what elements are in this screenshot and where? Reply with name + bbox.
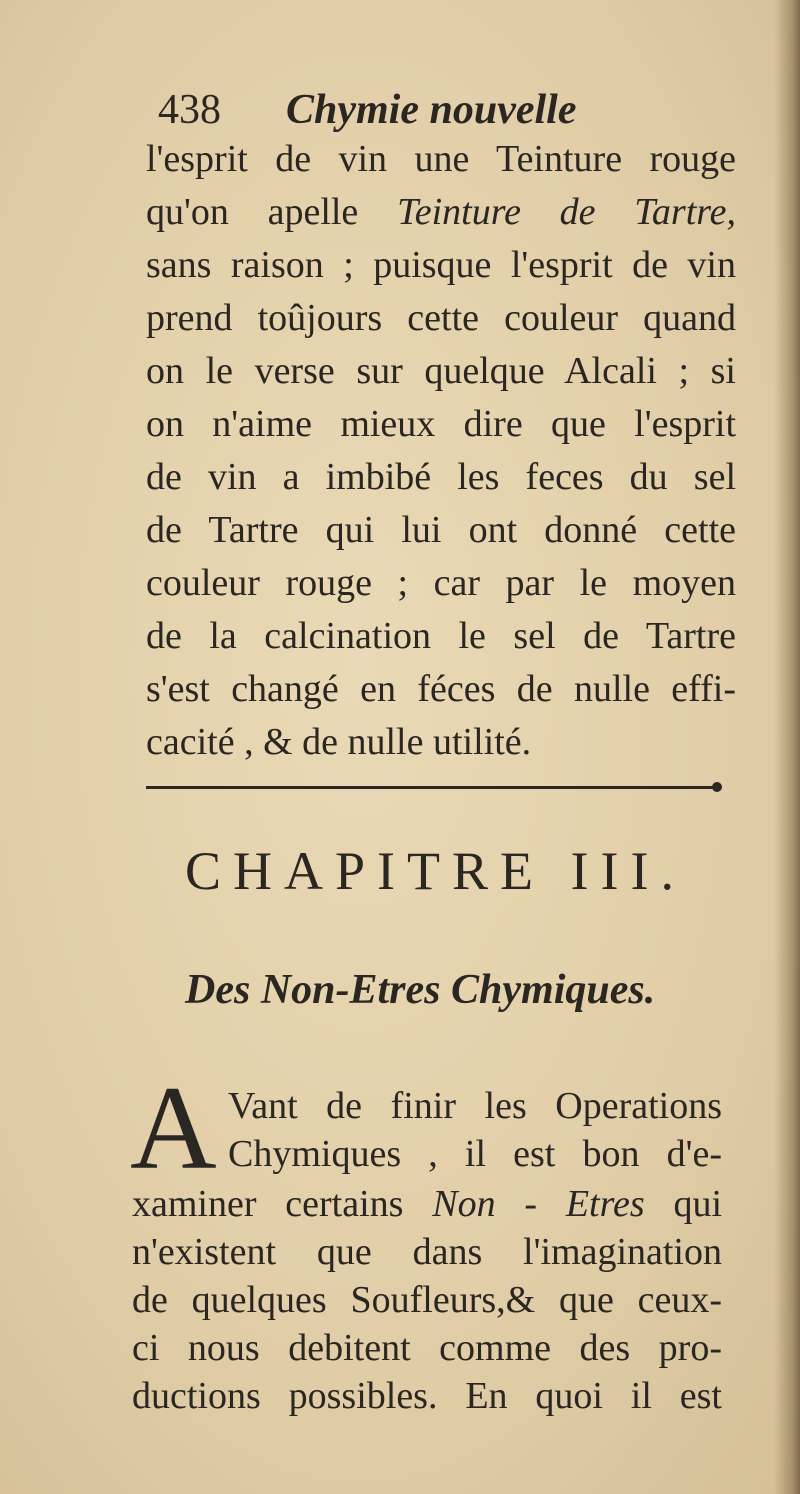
page-number: 438 [158, 87, 221, 133]
paragraph-continuation [146, 133, 736, 769]
text-line: s'est changé en féces de nulle effi- [146, 668, 736, 710]
text-line: ductions possibles. En quoi il est [132, 1375, 722, 1417]
spine-shadow [774, 0, 800, 1494]
text-fragment: qu'on apelle [146, 191, 359, 233]
chapter-title: CHAPITRE III. [185, 841, 686, 901]
text-line: de la calcination le sel de Tartre [146, 615, 736, 657]
text-line: cacité , & de nulle utilité. [146, 721, 532, 763]
text-line: de Tartre qui lui ont donné cette [146, 509, 736, 551]
italic-term: Teinture de Tartre, [397, 191, 737, 233]
text-line [132, 1178, 722, 1231]
italic-term: Non - Etres [432, 1183, 645, 1225]
drop-cap: A [130, 1080, 217, 1176]
text-line: n'existent que dans l'imagination [132, 1231, 722, 1273]
text-line: Chymiques , il est bon d'e- [228, 1133, 722, 1175]
text-fragment: xaminer certains [132, 1183, 404, 1225]
text-line: sans raison ; puisque l'esprit de vin [146, 244, 736, 286]
chapter-subtitle: Des Non-Etres Chymiques. [185, 967, 656, 1013]
page-header [158, 82, 758, 138]
text-line: ci nous debitent comme des pro- [132, 1327, 722, 1369]
chapter-first-paragraph [130, 1080, 736, 1416]
text-line [146, 186, 736, 239]
text-line: de quelques Soufleurs,& que ceux- [132, 1279, 722, 1321]
text-fragment: qui [673, 1183, 722, 1225]
running-title: Chymie nouvelle [286, 87, 577, 133]
text-line: on n'aime mieux dire que l'esprit [146, 403, 736, 445]
text-line: Vant de finir les Operations [228, 1085, 722, 1127]
chapter-divider-rule [146, 786, 720, 789]
text-line: couleur rouge ; car par le moyen [146, 562, 736, 604]
text-line: de vin a imbibé les feces du sel [146, 456, 736, 498]
text-line: l'esprit de vin une Teinture rouge [146, 138, 736, 180]
text-line: prend toûjours cette couleur quand [146, 297, 736, 339]
text-line: on le verse sur quelque Alcali ; si [146, 350, 736, 392]
divider-ornament [712, 782, 722, 792]
